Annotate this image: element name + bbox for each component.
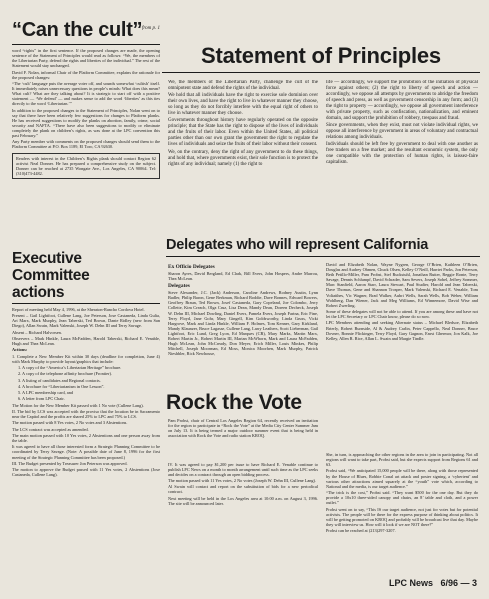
exec-action: 4. A brochure for “Libertarianism in One Lesson”. [18,383,105,389]
cult-paragraph: word “rights” in the first sentence. If the proposed changes are made, the opening sentence of the Statement of Principles would read as follows: “We, the members of the Libertarian Party, defend the rights and liberties of the individual.” The rest of the Statement would stay unchanged. [12,48,160,69]
vote-col-2 [326,452,478,574]
cult-paragraph: David F. Nolan, informal Chair of the Platform Committee, explains the rationale for the proposed changes: [12,69,160,80]
cult-notice: Readers with interest in the Children’s Rights plank should contact Region 62 activist Neal Donner. He has prepared a comprehensive study on the subject. Donner can be reached at 2735 Wongate Ave., Los Angeles, CA 90064. Tel: (310)473-4482. [16,155,156,176]
exec-observers: Observers – Mark Hinkle, Laura McFadden, Harold Taberski, Richard E. Venable, Hugh and Thea McLean. [12,336,160,347]
exec-action: 1. Complete a New Member Kit within 30 days (deadline for completion, June 4) with Mark Murphy to provide layout/graphics that include: [12,353,160,364]
vote-paragraph: The motion passed with 11 Yes votes, 2 No votes (Joseph W. Dehn III, Cullene Lang). [168,478,317,484]
exec-absent: Absent – Richard Halvorsen. [12,329,62,335]
exec-action: 2. A copy of the telephone affinity brochure (Frontier). [18,371,112,377]
delegates-note: Some of these delegates will not be able to attend. If you are among these and have not let the LPC Secretary or LPC Chair know, please do so now. [326,309,478,320]
cult-notice-box [12,153,160,179]
exec-article [12,250,160,580]
vote-paragraph: IV. It was agreed to pay $1,200 per issue to have Richard E. Venable continue to publish LPC News on a month to month arrangement until such time as the LPC seeks and decides on a contract through an open bidding process. [168,461,318,477]
principles-col-1 [168,80,318,230]
cult-paragraph: Any Party member with comments on the proposed changes should send them to the Platform Committee at P.O. Box 1189, El Toro, CA 92630. [12,139,160,150]
exec-action: The Motion for the New Member Kit passed with 1 No vote (Cullene Lang). [12,402,144,408]
exec-action: The LCS contract was accepted as amended. [12,426,89,432]
exec-title-line1: Executive Committee [12,250,90,284]
principles-paragraph: Individuals should be left free by government to deal with one another as free traders on a free market; and the resultant economic system, the only one compatible with the protection of human rights, is laissez-faire capitalism. [326,142,478,166]
vote-paragraph: Probst can be reached at (213)297-3207. [326,528,396,534]
principles-paragraph: We, the members of the Libertarian Party, challenge the cult of the omnipotent state and defend the rights of the individual. [168,80,318,91]
principles-paragraph: Governments throughout history have regularly operated on the opposite principle; that the State has the right to dispose of the lives of individuals and the fruits of their labor. Even within the United States, all political parties other than our own grant the government the right to regulate the lives of individuals and seize the fruits of their labor without their consent. [168,118,318,148]
cult-paragraph: “The ‘cult’ language puts the average voter off, and sounds somewhat ‘cultish’ itself. It immediately raises unnecessary questions in people’s minds: What does this mean? What cult? What are they talking about? It is strategic to start off with a positive statement — ‘We defend’ — and makes sense to add the word ‘liberties’ as this ties directly to the word ‘Libertarian.’” [12,80,160,107]
vote-paragraph: She, in turn, is approaching the other regions in the area to join in participating. Not all regions will want to take part, Probst said, but she expects support from Regions 61 and 63. [326,452,478,468]
delegates-col-1 [168,262,318,387]
delegates-title: Delegates who will represent California [166,238,480,257]
cult-article [12,18,160,280]
exec-action: 1. A copy of the “America’s Libertarian Heritage” brochure. [18,365,122,371]
page-footer: LPC News 6/96 — 3 [388,578,477,588]
exec-action: 6. A letter from LPC Chair. [18,396,65,402]
exec-action: The motion to approve the Budget passed with 11 Yes votes, 2 Abstentions (Jose Castaneda, Cullene Lang). [12,467,160,478]
exec-action: III. The Budget presented by Treasurer Jon Peterson was approved. [12,460,128,466]
cult-headline [12,18,160,44]
exec-rule [12,303,160,304]
delegates-list: Steve Alexander, J.C. (Jack) Anderson, Caroline Andrews, Rodney Austin, Lynn Badler, Philip Baron, Gene Berkman, Richard Boddie, Dave Bonnes, Edward Bowers, Geoffrey Braun, Ted Brown, Josef Castaneda, Gary Copeland, Joe Colombo, Jerry Collette, Kim Creach, Olga Cruz, Lisa Dean, Mandy Dean, Doreen Decheck, Joseph W. Dehn III, Michael Dowling, Daniel Evers, Pamela Evers, Joseph Farina, Eric Fine, Terry Floyd, Jane Gohr, Mary Gingell, Kim Goldsworthy, Linda Gruss, Vicki Hargrove, Mark and Linda Hinkle, William F. Holmes, Tom Kenner, Gary Kirkland, Mandy Klaunzer, Bruce Lagasse, Cullene Lang, Larry Leathers, Scott Lieberman, Gail Lightfoot, Eric Lund, Greg Lyon, Ed Marques (CR), Mary Marks, Martin Marx, Robert Martin Jr., Robert Martin III, Marian McWhorn, Mark and Laura McFadden, Hugh McLean, John McCready, Don Meyer, Erich Miller, Louis Minkes, Philip Mitchell, Joseph Moorman, Ed Moss, Monica Moorhen, Mark Murphy, Patrick Nieshbler, Rick Newhouse, [168,290,318,357]
exec-action: The motion passed with 8 Yes votes, 2 No votes and 3 Abstentions. [12,420,128,426]
principles-paragraph: Since governments, when they exist, must not violate individual rights, we oppose all interference by government in areas of voluntary and contractual relations among individuals. [326,123,478,141]
principles-paragraph: We hold that all individuals have the right to exercise sole dominion over their own lives, and have the right to live in whatever manner they choose, so long as they do not forcibly interfere with the equal right of others to live in whatever manner they choose. [168,93,318,117]
vote-title: Rock the Vote [166,391,302,414]
vote-col-1 [168,418,318,576]
cult-title-from: – from p. 1 [138,26,160,31]
vote-paragraph: Next meeting will be held in the Los Angeles area at 10:00 a.m. on August 3, 1996. The site will be announced later. [168,495,318,506]
exec-action: 3. A listing of candidates and Regional contacts. [18,377,101,383]
vote-paragraph: “The trick is the cost,” Probst said. “They want $500 for the one day. But they do provide a 10x10 three-sided canopy and chairs, an 8’ table and cloth, and a power outlet.” [326,490,478,506]
exec-actions-head: Actions: [12,347,28,353]
exec-title-line2: actions [12,284,65,301]
exec-action: It was agreed to have all those interested form a Strategic Planning Committee to be coordinated by Terry Savage. (Note: A possible date of June 8, 1996 for the first meeting of the Strategic Planning Committee has been proposed.) [12,444,160,460]
exec-present: Present – Gail Lightfoot, Cullene Lang, Joe Peterson, Jose Castaneda, Linda Gulia, Art Marx, Mark Murphy, Jean Taberski, Ted Brown, Dante Ridley (new from San Diego), Allan Swain, Mark Valenski, Joseph W. Dehn III and Terry Savage. [12,313,160,329]
delegates-heading: Delegates [168,283,190,290]
exofficio-list: Sharon Ayres, David Bergland, Ed Clark, Bill Evers, John Hospers, Andre Marrou, Thea McLean. [168,271,318,282]
cult-paragraph: In addition to the proposed changes to the Statement of Principles, Nolan went on to say that there have been relatively few suggestions for changes to Platform planks. He has received suggestions to modify the planks on abortion, family, crime, social security and NAFTA. “There have also been suggestions to modify or eliminate completely the plank on children’s rights, as was done at the LPC convention this past February.” [12,107,160,139]
exec-action: 5. A LPC membership card, and [18,390,74,396]
cult-rule [12,44,160,45]
delegates-alternates: LPC Members attending and seeking Alternate status – Michael Bledsoe, Elizabeth Brierly, Robert Burnside, Al & Audrey Carlin, Peter Cappello, Neal Donner, Bruce Dovner, Bonnie Flickinger, Terry Floyd, Gary Gagnon, Enrst Ghermor, Jon Kalk, Joe Kelley, Allen R. Rice, Allan L. Swain and Margie Tindle. [326,320,478,341]
vote-paragraph: Probst said, “We anticipated 15,000 people will be there, along with those represented by the House of Blues, Robbie Conal art attack and poster signing, a ‘cybertent’ and various other attractions aimed squarely at the “youth” vote which, according to National and the media, is our target audience.” [326,468,478,489]
exofficio-heading: Ex Officio Delegates [168,264,215,270]
principles-title: Statement of Principles [162,39,480,73]
exec-action: II. The bid by LCS was accepted with the proviso that the location be in Sacramento near the Capitol and the profits are shared 25% to LPC and 75% to LCS. [12,409,160,420]
principles-paragraph: life — accordingly, we support the prohibition of the initiation of physical force against others; (2) the right to liberty of speech and action — accordingly, we oppose all attempts by governments to abridge the freedom of speech and press, as well as government censorship in any form; and (3) the right to property — accordingly, we oppose all government interference with private property, such as confiscation, nationalization, and eminent domain, and support the prohibition of robbery, trespass and fraud. [326,80,478,121]
delegates-col-2 [326,262,478,387]
exec-intro: Report of meeting held May 4, 1996, at the Sheraton-Rancho Cordova Hotel. [12,307,145,312]
vote-paragraph: Probst went on to say, “This IS our target audience, not just for votes but for potential activists. The people will be there for the express purpose of thinking about politics. It will be getting promoted on KROQ and probably will be broadcast live that day. Maybe they will interview us. How will it look if we are NOT there?” [326,506,478,527]
vote-paragraph: Pam Probst, chair of Central Los Angeles Region 64, recently received an invitation for the region to participate in “Rock the Vote” at the Media City Center Summer Jam on July 13. It is being termed a major outdoor summer event that is being held in association with Rock the Vote and radio station KROQ. [168,418,318,439]
principles-paragraph: We, on the contrary, deny the right of any government to do these things, and hold that, where governments exist, their sole function is to protect the rights of any individual; namely (1) the right to [168,149,318,167]
principles-col-2 [326,80,478,230]
vote-spacer [168,440,318,462]
delegates-list: David and Elizabeth Nolan, Wayne Nygren, George O’Brien, Kathleen O’Brien, Douglas and Audrey Ohmen, Chuck Olsen, Kelley O’Neill, Harriet Parks, Jon Peterson, Beth Petillo-Miller, Pam Probst, Stef Ruckstuhl, Jonathan Rutter, Reggie Ronte, Terry Savage, Dennis Schlumpf, David Schrader, Sam Severs, Joseph Sobel, Jeffrey Sommer, Marc Stanfield, Aaron Starr, Laura Stewart, Paul Studier, Harold and Jean Taberski, Dave Thomas, Gene and Shannon Trosper, Mark Valenski, Richard E. Venable, Tom Voliaithes, Vic Wagner, Brad Walker, Aubri Wells, Sarah Wells, Bob Weber, William Wohlberg, Dan Wiener, Jack and Meg Williams, Ed Winnemore, David Wise and Robert Zwerling. [326,262,478,308]
vote-paragraph: Al Swain will contact and report on the substitution of bids for a new periodical contract. [168,484,318,495]
exec-action: The main motion passed with 10 Yes votes, 2 Abstentions and one person away from the table. [12,432,160,444]
cult-title: “Can the cult” [12,19,143,41]
